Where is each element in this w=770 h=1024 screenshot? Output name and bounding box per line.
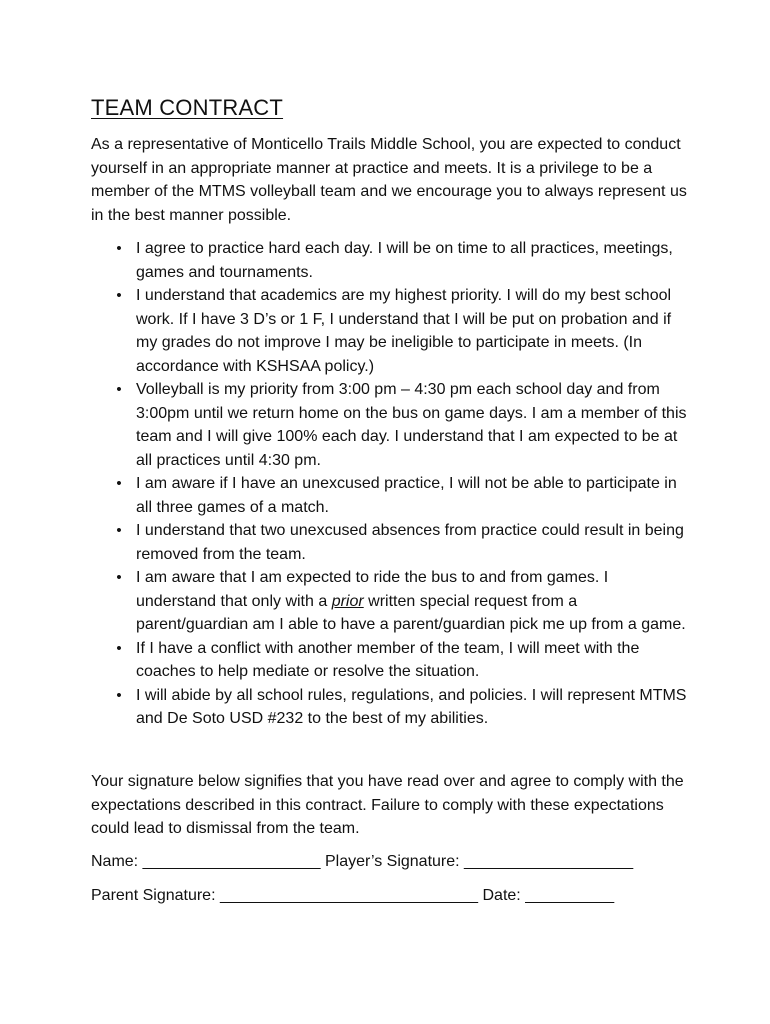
date-label: Date: xyxy=(482,887,521,904)
parent-signature-label: Parent Signature: xyxy=(91,887,216,904)
bullet-icon: • xyxy=(116,381,122,398)
bullet-icon: • xyxy=(116,240,122,257)
parent-signature-blank[interactable]: _____________________________ xyxy=(219,887,479,904)
list-item-text: I will abide by all school rules, regulations, and policies. I will represent MTMS and De Soto USD #232 to the best of my abilities. xyxy=(136,686,687,727)
list-item xyxy=(91,472,691,519)
page-title: TEAM CONTRACT xyxy=(91,95,284,120)
list-item xyxy=(91,378,691,472)
intro-paragraph: As a representative of Monticello Trails Middle School, you are expected to conduct yourself in an appropriate manner at practice and meets. It is a privilege to be a member of the MTMS volleyball team and we encourage you to always represent us in the best manner possible. xyxy=(91,136,687,224)
list-item xyxy=(91,566,691,637)
list-item-text-after: written special request from a parent/guardian am I able to have a parent/guardian pick me up from a game. xyxy=(136,592,686,633)
name-blank[interactable]: ____________________ xyxy=(142,853,321,870)
closing-paragraph: Your signature below signifies that you have read over and agree to comply with the expectations described in this contract. Failure to comply with these expectations could lead to dismissal from the team. xyxy=(91,773,684,837)
list-item xyxy=(91,284,691,378)
name-label: Name: xyxy=(91,853,139,870)
rules-list xyxy=(91,237,691,731)
date-blank[interactable]: __________ xyxy=(525,887,615,904)
list-item-text: I am aware if I have an unexcused practice, I will not be able to participate in all three games of a match. xyxy=(136,475,677,516)
bullet-icon: • xyxy=(116,287,122,304)
list-item-text: I agree to practice hard each day. I will be on time to all practices, meetings, games and tournaments. xyxy=(136,240,673,281)
list-item-text: I understand that academics are my highest priority. I will do my best school work. If I have 3 D’s or 1 F, I understand that I will be put on probation and if my grades do not improve I may be ineligible to participate in meets. (In accordance with KSHSAA policy.) xyxy=(136,287,672,375)
bullet-icon: • xyxy=(116,569,122,586)
emphasis-prior: prior xyxy=(331,592,364,610)
bullet-icon: • xyxy=(116,639,122,657)
list-item xyxy=(91,237,691,284)
list-item-text-before: I am aware that I am expected to ride the bus to and from games. I understand that only with a xyxy=(136,569,609,610)
bullet-icon: • xyxy=(116,686,122,704)
list-item-text: Volleyball is my priority from 3:00 pm – 4:30 pm each school day and from 3:00pm until we return home on the bus on game days. I am a member of this team and I will give 100% each day. I understand that I am expected to be at all practices until 4:30 pm. xyxy=(136,381,687,469)
list-item xyxy=(91,519,691,566)
player-signature-label: Player’s Signature: xyxy=(325,853,460,870)
player-signature-blank[interactable]: ___________________ xyxy=(464,853,634,870)
bullet-icon: • xyxy=(116,522,122,539)
bullet-icon: • xyxy=(116,475,122,492)
list-item xyxy=(91,684,691,731)
list-item-text: I understand that two unexcused absences from practice could result in being removed from the team. xyxy=(136,522,684,563)
list-item-text: If I have a conflict with another member of the team, I will meet with the coaches to help mediate or resolve the situation. xyxy=(136,639,640,680)
name-signature-row xyxy=(91,850,711,873)
list-item xyxy=(91,637,691,684)
parent-signature-row xyxy=(91,884,711,907)
